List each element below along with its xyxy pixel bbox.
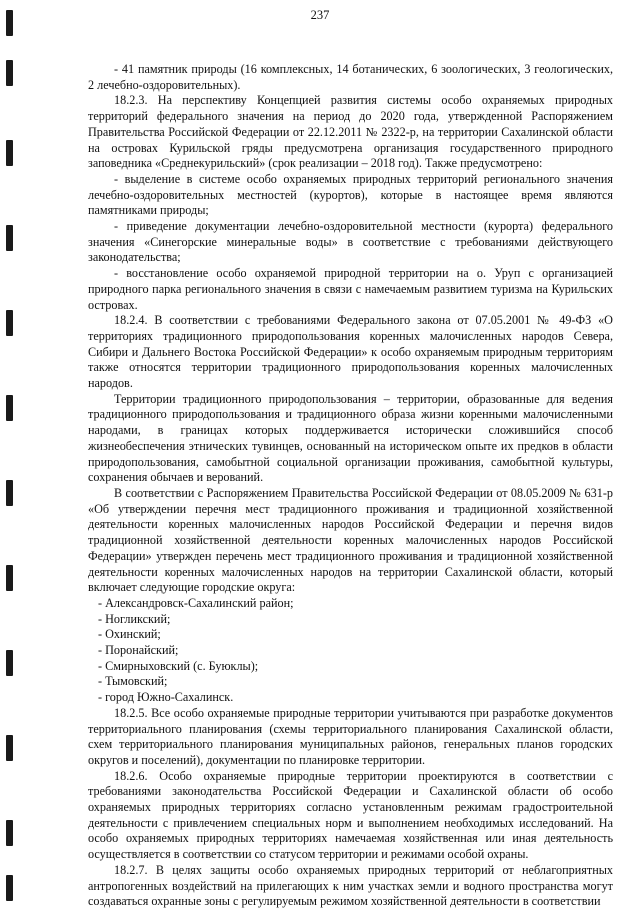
district-list-item: - город Южно-Сахалинск. [98,690,234,705]
district-list-item: - Александровск-Сахалинский район; [98,595,294,610]
binding-mark [6,480,13,506]
binding-mark [6,650,13,676]
paragraph: - восстановление особо охраняемой природной территории на о. Уруп с организацией природного парка регионального значения в связи с намечаемым развитием туризма на Курильских островах. [88,266,613,312]
paragraph: - 41 памятник природы (16 комплексных, 14 ботанических, 6 зоологических, 3 геологических, 2 лечебно-оздоровительных). [88,62,613,92]
paragraph: 18.2.5. Все особо охраняемые природные территории учитываются при разработке документов территориального планирования (схемы территориального планирования Сахалинской области, схем территориального планирования муниципальных районов, генеральных планов городских округов и поселений), документации по планировке территории. [88,705,613,767]
district-list-item: - Ногликский; [98,611,171,626]
paragraph: В соответствии с Распоряжением Правительства Российской Федерации от 08.05.2009 № 631-р «Об утверждении перечня мест традиционного проживания и традиционной хозяйственной деятельности коренных малочисленных народов Российской Федерации и перечня видов традиционной хозяйственной деятельности коренных малочисленных народов Российской Федерации» утвержден перечень мест традиционного проживания и традиционной хозяйственной деятельности коренных малочисленных народов на территории Сахалинской области, который включает следующие городские округа: [88,485,613,595]
binding-mark [6,735,13,761]
binding-mark [6,310,13,336]
binding-mark [6,565,13,591]
district-list-item: - Поронайский; [98,643,179,658]
binding-edge [0,0,22,905]
binding-mark [6,225,13,251]
binding-mark [6,60,13,86]
paragraph: - приведение документации лечебно-оздоровительной местности (курорта) федерального значения «Синегорские минеральные воды» в соответствие с требованиями действующего законодательства; [88,219,613,265]
paragraph: - выделение в системе особо охраняемых природных территорий регионального значения лечебно-оздоровительных местностей (курортов), которые в настоящее время являются памятниками природы; [88,171,613,218]
binding-mark [6,140,13,166]
district-list-item: - Охинский; [98,627,161,642]
district-list-item: - Смирныховский (с. Буюклы); [98,658,259,673]
paragraph: 18.2.6. Особо охраняемые природные территории проектируются в соответствии с требованиями законодательства Российской Федерации и Сахалинской области об особо охраняемых природных территориях согласно установленным режимам градостроительной деятельности с привлечением специальных норм и выполнением необходимых исследований. На особо охраняемых природных территориях намечаемая хозяйственная или иная деятельность осуществляется в соответствии со статусом территории и режимами особой охраны. [88,768,613,862]
binding-mark [6,395,13,421]
binding-mark [6,875,13,901]
district-list-item: - Тымовский; [98,674,168,689]
document-body [88,62,613,910]
paragraph: 18.2.7. В целях защиты особо охраняемых природных территорий от неблагоприятных антропогенных воздействий на прилегающих к ним участках земли и водного пространства могут создаваться охранные зоны с регулируемым режимом хозяйственной деятельности в соответствии [88,862,613,909]
paragraph: 18.2.4. В соответствии с требованиями Федерального закона от 07.05.2001 № 49-ФЗ «О территориях традиционного природопользования коренных малочисленных народов Севера, Сибири и Дальнего Востока Российской Федерации» к особо охраняемым природным территориям также относятся территории традиционного природопользования коренных малочисленных народов. [88,313,613,391]
paragraph: Территории традиционного природопользования – территории, образованные для ведения традиционного природопользования и традиционного образа жизни коренными малочисленными народами, в границах которых поддерживается исторически сложившийся способ жизнеобеспечения этнических тувинцев, основанный на историческом опыте их предков в области природопользования, самобытной социальной организации проживания, самобытной культуры, сохранения обычаев и верований. [88,391,613,485]
binding-mark [6,820,13,846]
paragraph: 18.2.3. На перспективу Концепцией развития системы особо охраняемых природных территорий федерального значения на период до 2020 года, утвержденной Распоряжением Правительства Российской Федерации от 22.12.2011 № 2322-р, на территории Сахалинской области на островах Курильской гряды предусмотрена организация государственного природного заповедника «Среднекурильский» (срок реализации – 2018 год). Также предусмотрено: [88,93,613,171]
page-number: 237 [310,8,330,22]
